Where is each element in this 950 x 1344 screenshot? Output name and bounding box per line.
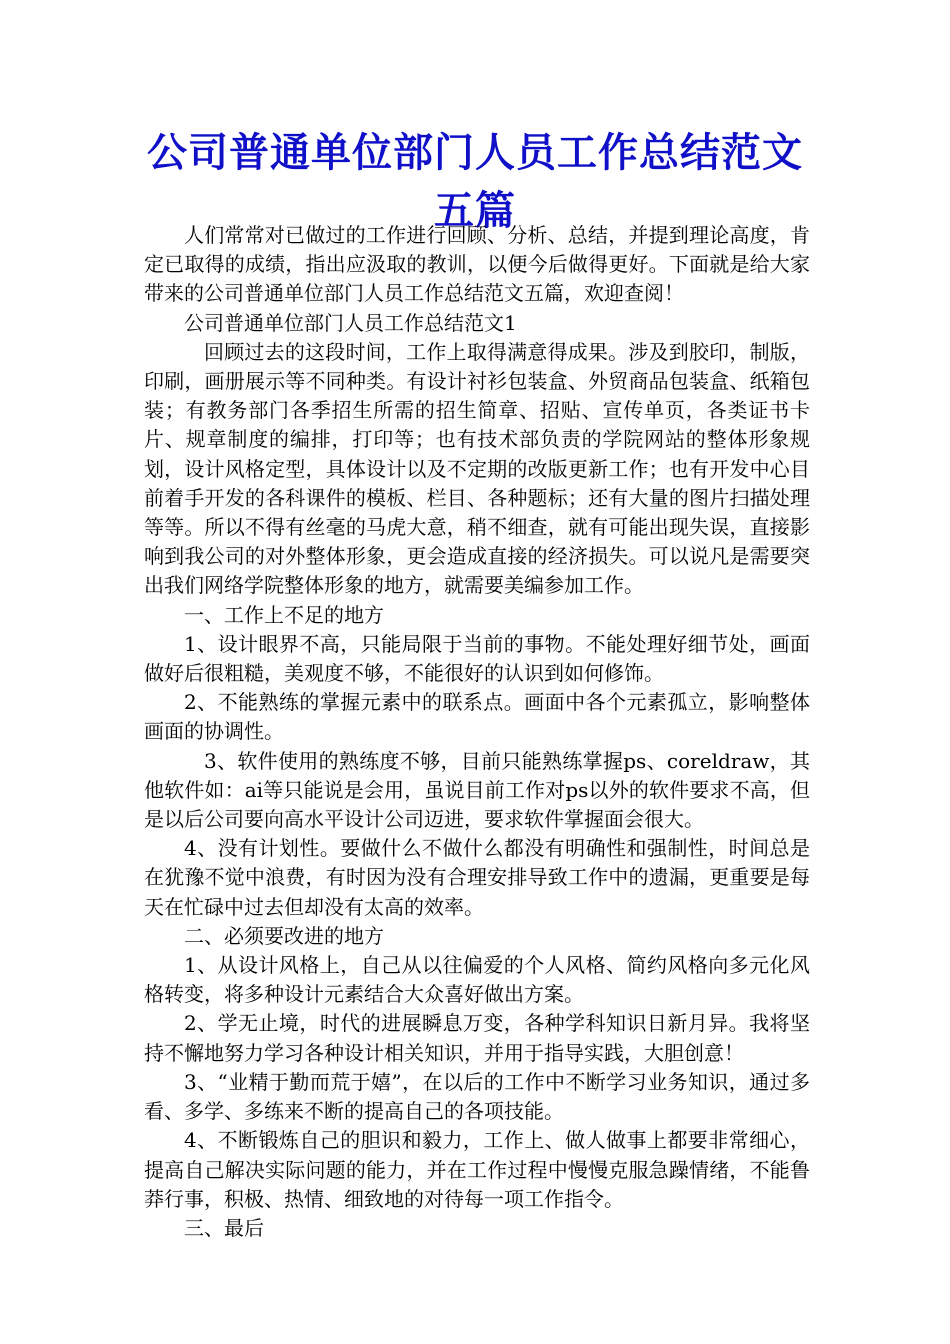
list-item: 2、学无止境，时代的进展瞬息万变，各种学科知识日新月异。我将坚持不懈地努力学习各种设计相关知识，并用于指导实践，大胆创意！ [144,1011,810,1065]
section-heading: 二、必须要改进的地方 [184,923,384,948]
intro-paragraph: 人们常常对已做过的工作进行回顾、分析、总结，并提到理论高度，肯定已取得的成绩，指出应汲取的教训，以便今后做得更好。下面就是给大家带来的公司普通单位部门人员工作总结范文五篇，欢迎查阅！ [144,223,810,306]
list-item: 3、软件使用的熟练度不够，目前只能熟练掌握ps、coreldraw，其他软件如：ai等只能说是会用，虽说目前工作对ps以外的软件要求不高，但是以后公司要向高水平设计公司迈进，要求软件掌握面会很大。 [144,748,810,832]
article-subtitle: 公司普通单位部门人员工作总结范文1 [184,310,517,335]
list-item: 4、不断锻炼自己的胆识和毅力，工作上、做人做事上都要非常细心，提高自己解决实际问题的能力，并在工作过程中慢慢克服急躁情绪，不能鲁莽行事，积极、热情、细致地的对待每一项工作指令。 [144,1128,810,1211]
section-heading: 一、工作上不足的地方 [184,602,384,627]
list-item: 3、“业精于勤而荒于嬉”，在以后的工作中不断学习业务知识，通过多看、多学、多练来不断的提高自己的各项技能。 [144,1069,810,1124]
document-title: 公司普通单位部门人员工作总结范文五篇 [147,129,803,234]
list-item: 1、从设计风格上，自己从以往偏爱的个人风格、简约风格向多元化风格转变，将多种设计元素结合大众喜好做出方案。 [144,953,810,1007]
list-item: 2、不能熟练的掌握元素中的联系点。画面中各个元素孤立，影响整体画面的协调性。 [144,690,810,744]
list-item: 1、设计眼界不高，只能局限于当前的事物。不能处理好细节处，画面做好后很粗糙，美观度不够，不能很好的认识到如何修饰。 [144,631,810,686]
list-item: 4、没有计划性。要做什么不做什么都没有明确性和强制性，时间总是在犹豫不觉中浪费，有时因为没有合理安排导致工作中的遗漏，更重要是每天在忙碌中过去但却没有太高的效率。 [144,836,810,919]
body-paragraph: 回顾过去的这段时间，工作上取得满意得成果。涉及到胶印，制版，印刷，画册展示等不同种类。有设计衬衫包装盒、外贸商品包装盒、纸箱包装；有教务部门各季招生所需的招生简章、招贴、宣传单页，各类证书卡片、规章制度的编排，打印等；也有技术部负责的学院网站的整体形象规划，设计风格定型，具体设计以及不定期的改版更新工作；也有开发中心目前着手开发的各科课件的模板、栏目、各种题标；还有大量的图片扫描处理等等。所以不得有丝毫的马虎大意，稍不细查，就有可能出现失误，直接影响到我公司的对外整体形象，更会造成直接的经济损失。可以说凡是需要突出我们网络学院整体形象的地方，就需要美编参加工作。 [144,339,810,598]
section-heading: 三、最后 [184,1215,264,1240]
document-body [144,221,810,1243]
